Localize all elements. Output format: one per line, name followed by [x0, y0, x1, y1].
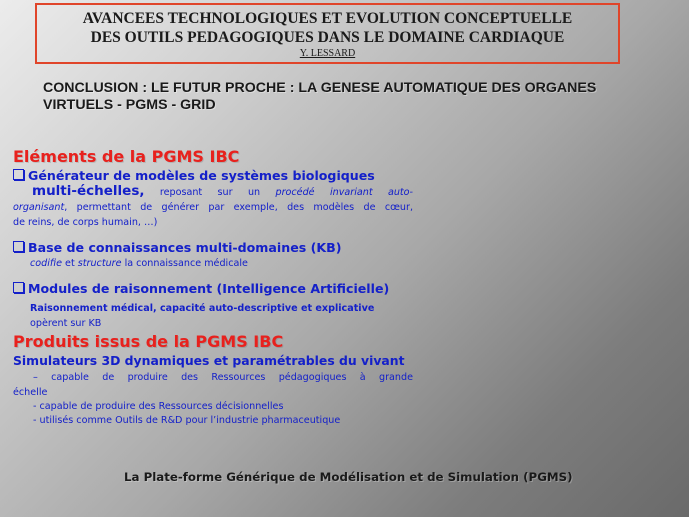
bullet-body-reasoning-1: Raisonnement médical, capacité auto-descriptive et explicative — [30, 303, 375, 314]
bullet-title-text: Base de connaissances multi-domaines (KB) — [28, 240, 342, 255]
title-frame — [35, 3, 620, 64]
product-item-2: - capable de produire des Ressources décisionnelles — [33, 401, 284, 412]
title-line-1: AVANCEES TECHNOLOGIQUES ET EVOLUTION CONCEPTUELLE — [82, 10, 573, 27]
bullet-body-reasoning-2: opèrent sur KB — [30, 318, 102, 329]
bullet-body-line-1 — [13, 184, 413, 200]
body-italic: procédé invariant auto- — [275, 187, 414, 198]
slide-subtitle — [43, 80, 673, 114]
body-text: la connaissance médicale — [121, 258, 248, 269]
body-text: et — [62, 258, 78, 269]
section-heading-products: Produits issus de la PGMS IBC — [13, 332, 284, 351]
simulators-heading: Simulateurs 3D dynamiques et paramétrables du vivant — [13, 353, 405, 368]
product-item-3: - utilisés comme Outils de R&D pour l’industrie pharmaceutique — [33, 415, 341, 426]
product-item-1-cont: échelle — [13, 387, 48, 398]
bullet-title-generator — [13, 167, 413, 184]
section-heading-elements: Eléments de la PGMS IBC — [13, 147, 240, 166]
body-text: capable de produire des Ressources pédagogiques à grande — [37, 372, 413, 383]
slide-content — [13, 146, 413, 428]
body-italic: structure — [77, 258, 122, 269]
body-text: reposant sur un — [144, 187, 276, 198]
footer-caption: La Plate-forme Générique de Modélisation et de Simulation (PGMS) — [124, 470, 573, 484]
bullet-body-line-2 — [13, 200, 413, 215]
bullet-title-reasoning — [13, 280, 413, 297]
multi-scale-label: multi-échelles, — [32, 183, 145, 199]
dash: – — [33, 372, 38, 383]
checkbox-bullet-icon — [13, 169, 24, 180]
bullet-body-line-3: de reins, de corps humain, …) — [13, 217, 158, 228]
product-item-1 — [13, 370, 413, 385]
body-italic: organisant — [13, 202, 65, 213]
body-text: , permettant de générer par exemple, des modèles de cœur, — [64, 202, 413, 213]
author-name: Y. LESSARD — [299, 48, 356, 59]
checkbox-bullet-icon — [13, 282, 24, 293]
subtitle-line-1: CONCLUSION : LE FUTUR PROCHE : LA GENESE AUTOMATIQUE DES ORGANES — [43, 80, 597, 96]
body-italic: codifie — [30, 258, 62, 269]
title-line-2: DES OUTILS PEDAGOGIQUES DANS LE DOMAINE CARDIAQUE — [90, 29, 565, 46]
bullet-title-text: Générateur de modèles de systèmes biologiques — [28, 168, 375, 183]
subtitle-line-2: VIRTUELS - PGMS - GRID — [43, 97, 216, 113]
checkbox-bullet-icon — [13, 241, 24, 252]
bullet-title-text: Modules de raisonnement (Intelligence Artificielle) — [28, 281, 390, 296]
bullet-title-knowledge-base — [13, 239, 413, 256]
bullet-body-kb — [30, 256, 413, 271]
